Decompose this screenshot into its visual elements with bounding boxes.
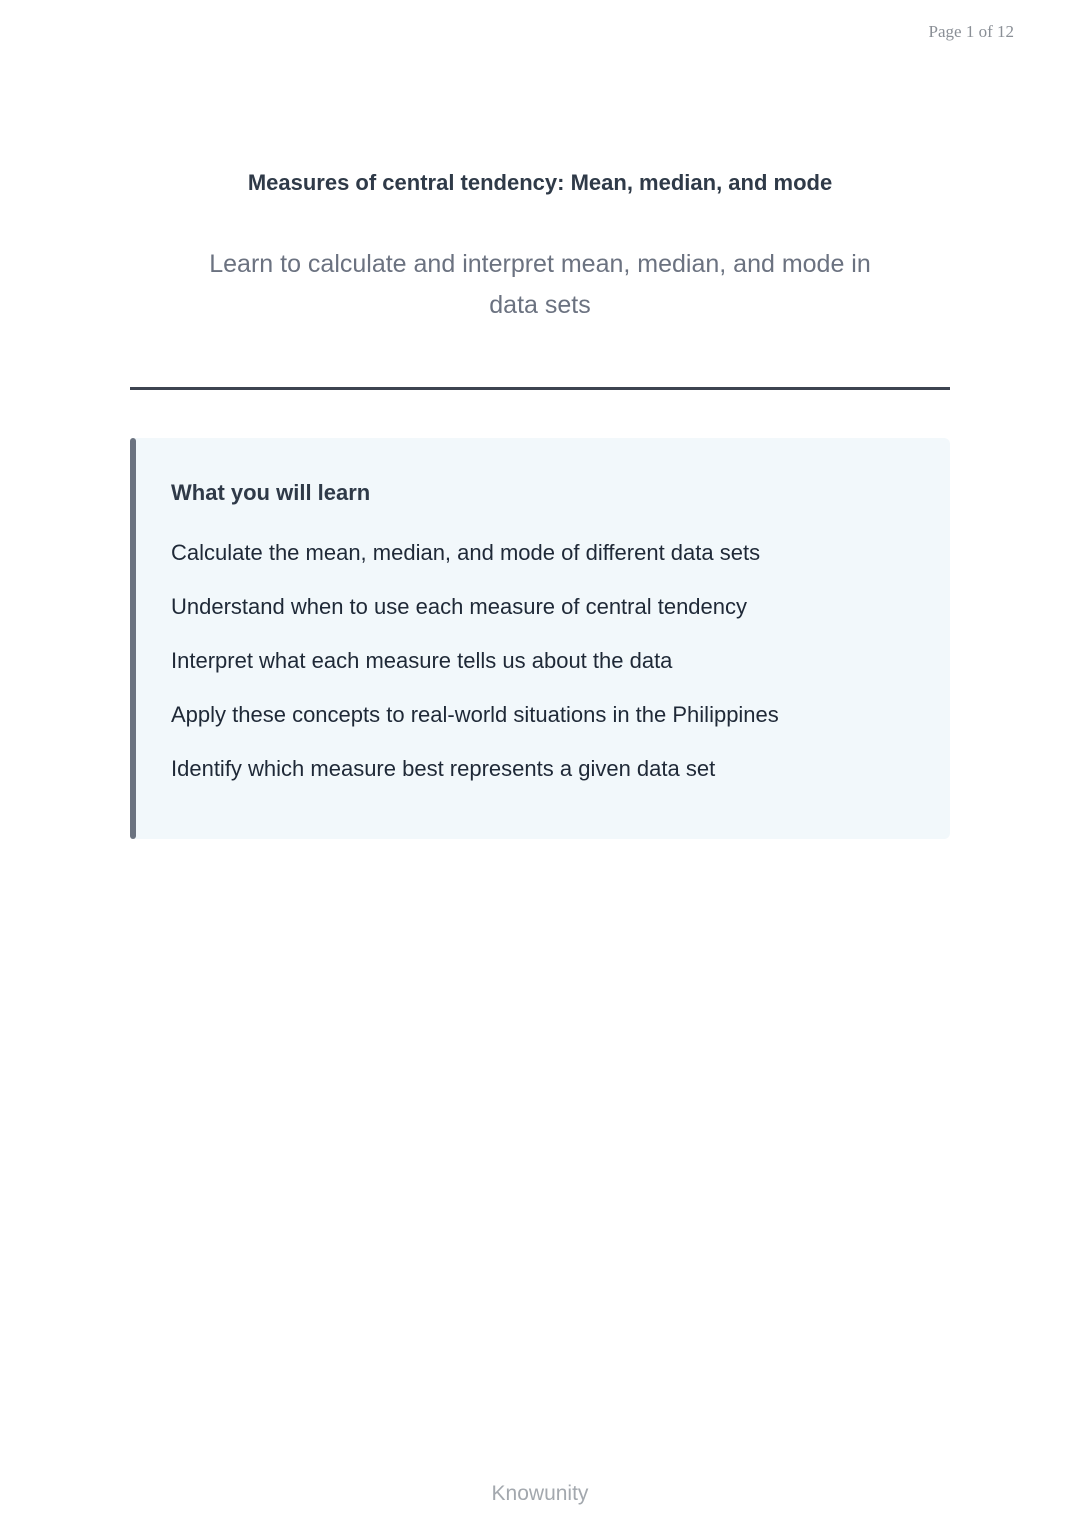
learning-objectives-list (171, 538, 779, 808)
list-item: Interpret what each measure tells us about the data (171, 648, 673, 673)
page-number: Page 1 of 12 (928, 22, 1014, 41)
page-title: Measures of central tendency: Mean, median, and mode (247, 170, 833, 195)
list-item: Understand when to use each measure of central tendency (171, 594, 748, 619)
list-item: Calculate the mean, median, and mode of different data sets (171, 540, 761, 565)
section-divider (130, 387, 950, 390)
learning-objectives-box (130, 438, 950, 839)
learning-objectives-heading: What you will learn (171, 480, 371, 505)
accent-bar (130, 438, 136, 839)
list-item: Apply these concepts to real-world situations in the Philippines (171, 702, 779, 727)
page-subtitle: Learn to calculate and interpret mean, median, and mode in data sets (209, 250, 871, 319)
list-item: Identify which measure best represents a given data set (171, 756, 716, 781)
footer-brand: Knowunity (491, 1482, 589, 1505)
